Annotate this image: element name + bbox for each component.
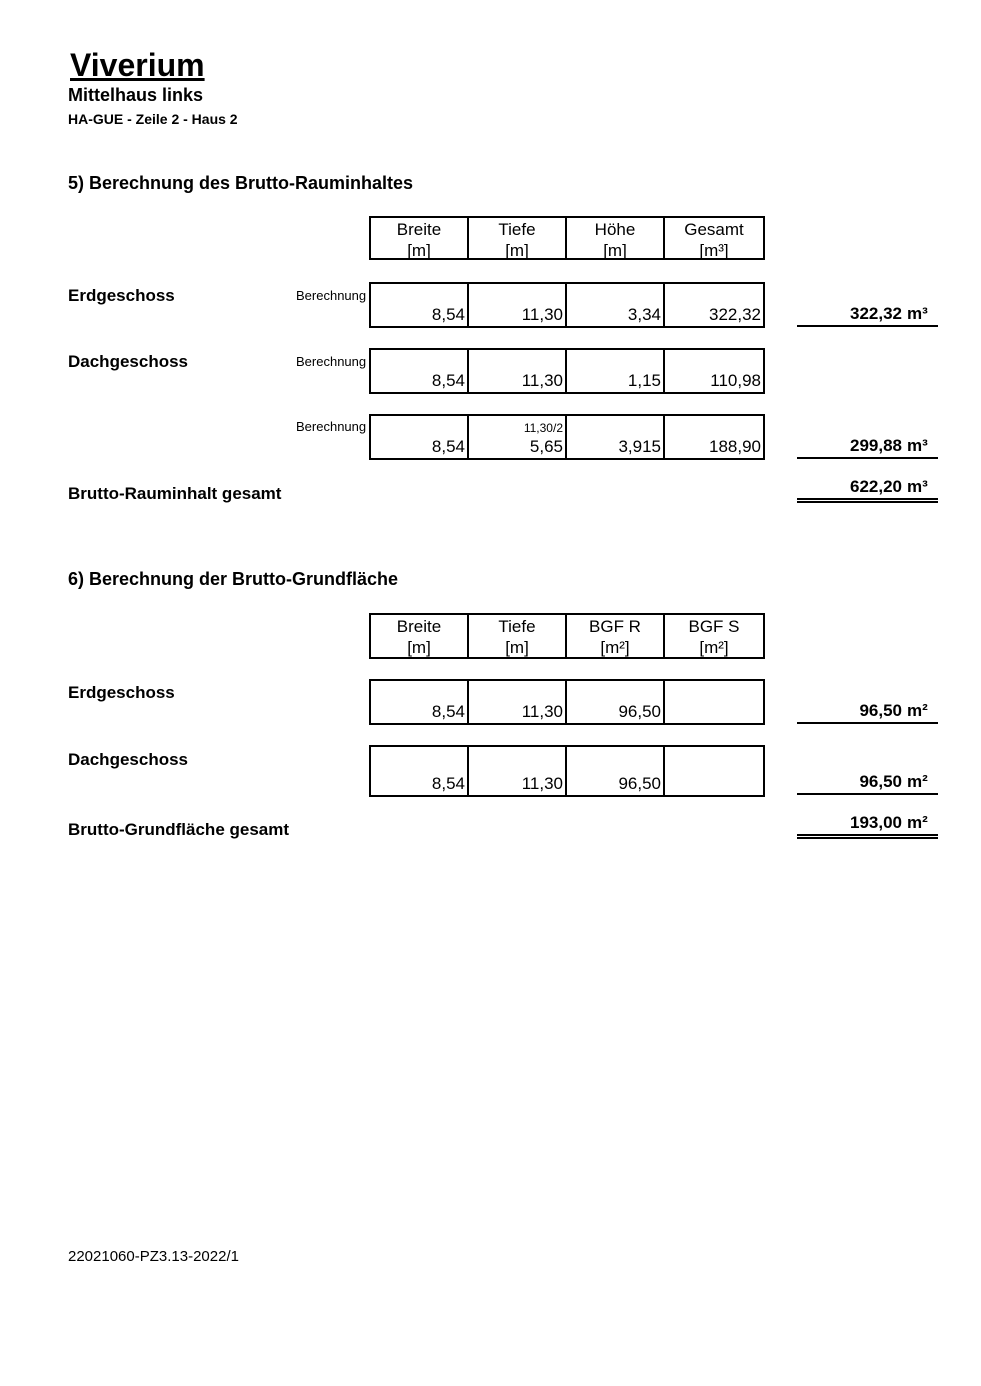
section5-subtotal: 299,88 m³ <box>797 438 938 459</box>
section6-row-label: Erdgeschoss <box>68 683 175 702</box>
calc-label: Berechnung <box>296 354 367 369</box>
calc-note: 11,30/2 <box>523 421 563 435</box>
section5-total: 622,20 m³ <box>797 482 938 503</box>
calc-label: Berechnung <box>296 288 367 303</box>
table-cell: 188,90 <box>709 437 761 456</box>
section5-row-dachgeschoss <box>369 348 765 394</box>
table-cell: 8,54 <box>431 371 465 390</box>
table-cell: 96,50 <box>618 702 661 721</box>
section5-title: 5) Berechnung des Brutto-Rauminhaltes <box>68 173 414 193</box>
table-cell: 1,15 <box>627 371 661 390</box>
table-cell: 11,30 <box>521 305 563 324</box>
section5-col-gesamt: Gesamt [m³] <box>684 220 744 260</box>
section6-title: 6) Berechnung der Brutto-Grundfläche <box>68 569 399 589</box>
section5-row-label: Erdgeschoss <box>68 286 175 305</box>
table-cell: 8,54 <box>431 305 465 324</box>
table-cell: 11,30 <box>521 774 563 793</box>
table-cell: 8,54 <box>431 437 465 456</box>
calc-label: Berechnung <box>296 419 367 434</box>
table-cell: 11,30 <box>521 371 563 390</box>
table-cell: 8,54 <box>431 702 465 721</box>
section6-col-bgf-r: BGF R [m²] <box>567 615 665 657</box>
section5-col-hoehe: Höhe [m] <box>567 218 665 258</box>
section6-col-bgf-s: BGF S [m²] <box>688 617 740 657</box>
section6-subtotal: 96,50 m² <box>797 703 938 724</box>
section6-col-breite: Breite [m] <box>371 615 469 657</box>
table-cell: 11,30 <box>521 702 563 721</box>
section5-total-label: Brutto-Rauminhalt gesamt <box>68 484 282 503</box>
table-cell: 3,34 <box>627 305 661 324</box>
section6-col-tiefe: Tiefe [m] <box>469 615 567 657</box>
section5-subtotal: 322,32 m³ <box>797 306 938 327</box>
section6-row-dachgeschoss <box>369 745 765 797</box>
table-cell: 5,65 <box>529 437 563 456</box>
project-line: HA-GUE - Zeile 2 - Haus 2 <box>68 111 238 127</box>
section6-header-table <box>369 613 765 659</box>
table-cell: 96,50 <box>618 774 661 793</box>
section5-row-dachgeschoss-2 <box>369 414 765 460</box>
section5-row-label: Dachgeschoss <box>68 352 188 371</box>
section6-total-label: Brutto-Grundfläche gesamt <box>68 820 290 839</box>
table-cell: 322,32 <box>709 305 761 324</box>
table-cell: 110,98 <box>710 371 761 390</box>
section6-subtotal: 96,50 m² <box>797 774 938 795</box>
section5-row-erdgeschoss <box>369 282 765 328</box>
section6-total: 193,00 m² <box>797 818 938 839</box>
footer-reference: 22021060-PZ3.13-2022/1 <box>68 1248 239 1265</box>
section5-col-breite: Breite [m] <box>371 218 469 258</box>
document-title: Viverium <box>70 47 205 83</box>
document-subtitle: Mittelhaus links <box>68 85 204 105</box>
section5-header-table <box>369 216 765 260</box>
table-cell: 8,54 <box>431 774 465 793</box>
section5-col-tiefe: Tiefe [m] <box>469 218 567 258</box>
section6-row-label: Dachgeschoss <box>68 750 188 769</box>
section6-row-erdgeschoss <box>369 679 765 725</box>
table-cell: 3,915 <box>618 437 661 456</box>
